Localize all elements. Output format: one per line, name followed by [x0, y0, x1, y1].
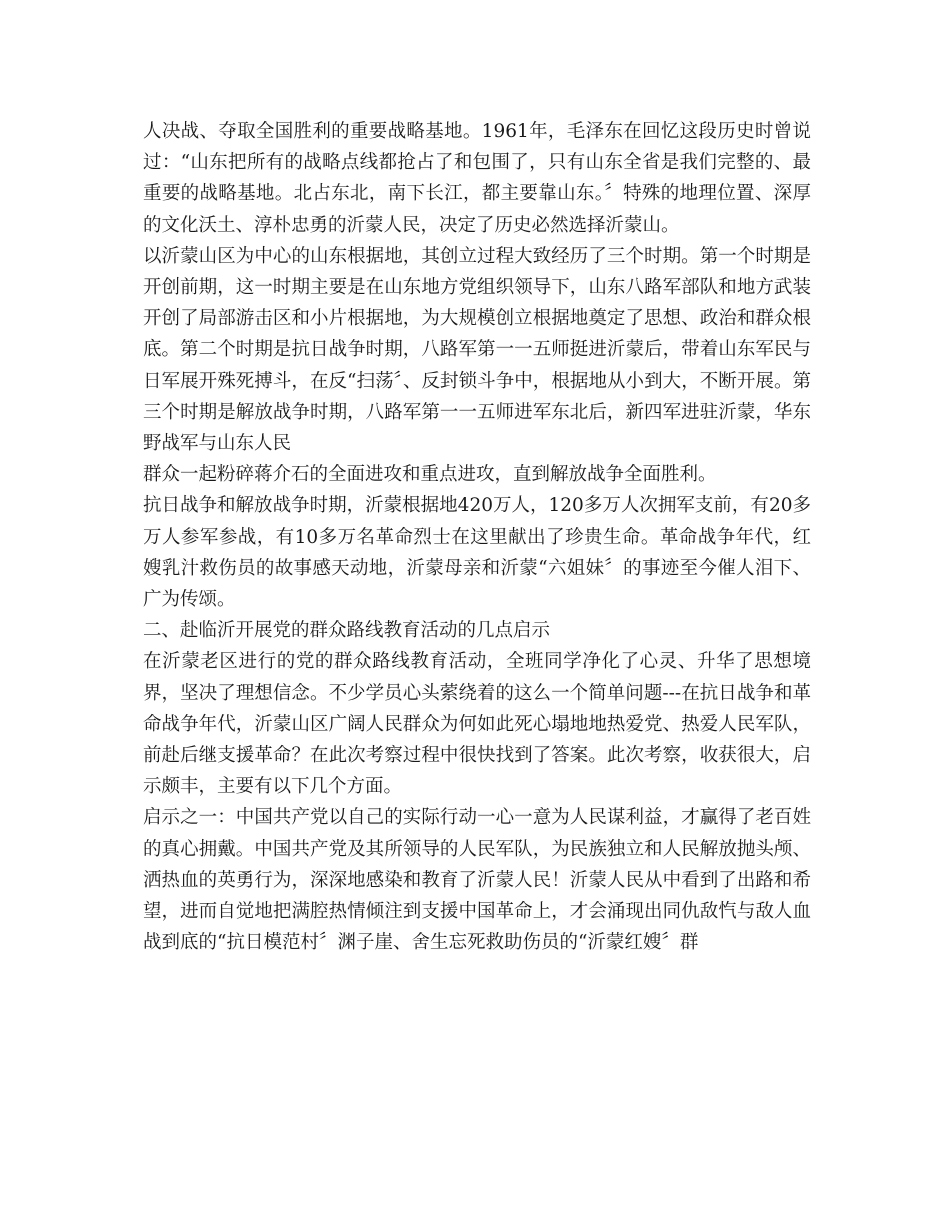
paragraph-1: 人决战、夺取全国胜利的重要战略基地。1961年，毛泽东在回忆这段历史时曾说过：“山东把所有的战略点线都抢占了和包围了，只有山东全省是我们完整的、最重要的战略基地。北占东北，南下长江，都主要靠山东。〞特殊的地理位置、深厚的文化沃土、淳朴忠勇的沂蒙人民，决定了历史必然选择沂蒙山。 — [143, 121, 811, 236]
section-heading: 二、赴临沂开展党的群众路线教育活动的几点启示 — [143, 620, 551, 642]
paragraph-6: 启示之一：中国共产党以自己的实际行动一心一意为人民谋利益，才赢得了老百姓的真心拥戴。中国共产党及其所领导的人民军队，为民族独立和人民解放抛头颅、洒热血的英勇行为，深深地感染和教育了沂蒙人民！沂蒙人民从中看到了出路和希望，进而自觉地把满腔热情倾注到支援中国革命上，才会涌现出同仇敌忾与敌人血战到底的“抗日模范村〞渊子崖、舍生忘死救助伤员的“沂蒙红嫂〞群 — [143, 807, 811, 954]
document-body — [143, 116, 811, 958]
paragraph-3: 群众一起粉碎蒋介石的全面进攻和重点进攻，直到解放战争全面胜利。 — [143, 464, 717, 486]
paragraph-5: 在沂蒙老区进行的党的群众路线教育活动，全班同学净化了心灵、升华了思想境界，坚决了理想信念。不少学员心头萦绕着的这么一个简单问题---在抗日战争和革命战争年代，沂蒙山区广阔人民群众为何如此死心塌地地热爱党、热爱人民军队，前赴后继支援革命？在此次考察过程中很快找到了答案。此次考察，收获很大，启示颇丰，主要有以下几个方面。 — [143, 651, 811, 798]
paragraph-2: 以沂蒙山区为中心的山东根据地，其创立过程大致经历了三个时期。第一个时期是开创前期，这一时期主要是在山东地方党组织领导下，山东八路军部队和地方武装开创了局部游击区和小片根据地，为大规模创立根据地奠定了思想、政治和群众根底。第二个时期是抗日战争时期，八路军第一一五师挺进沂蒙后，带着山东军民与日军展开殊死搏斗，在反“扫荡〞、反封锁斗争中，根据地从小到大，不断开展。第三个时期是解放战争时期，八路军第一一五师进军东北后，新四军进驻沂蒙，华东野战军与山东人民 — [143, 245, 811, 455]
paragraph-4: 抗日战争和解放战争时期，沂蒙根据地420万人，120多万人次拥军支前，有20多万人参军参战，有10多万名革命烈士在这里献出了珍贵生命。革命战争年代，红嫂乳汁救伤员的故事感天动地，沂蒙母亲和沂蒙“六姐妹〞的事迹至今催人泪下、广为传颂。 — [143, 495, 811, 611]
